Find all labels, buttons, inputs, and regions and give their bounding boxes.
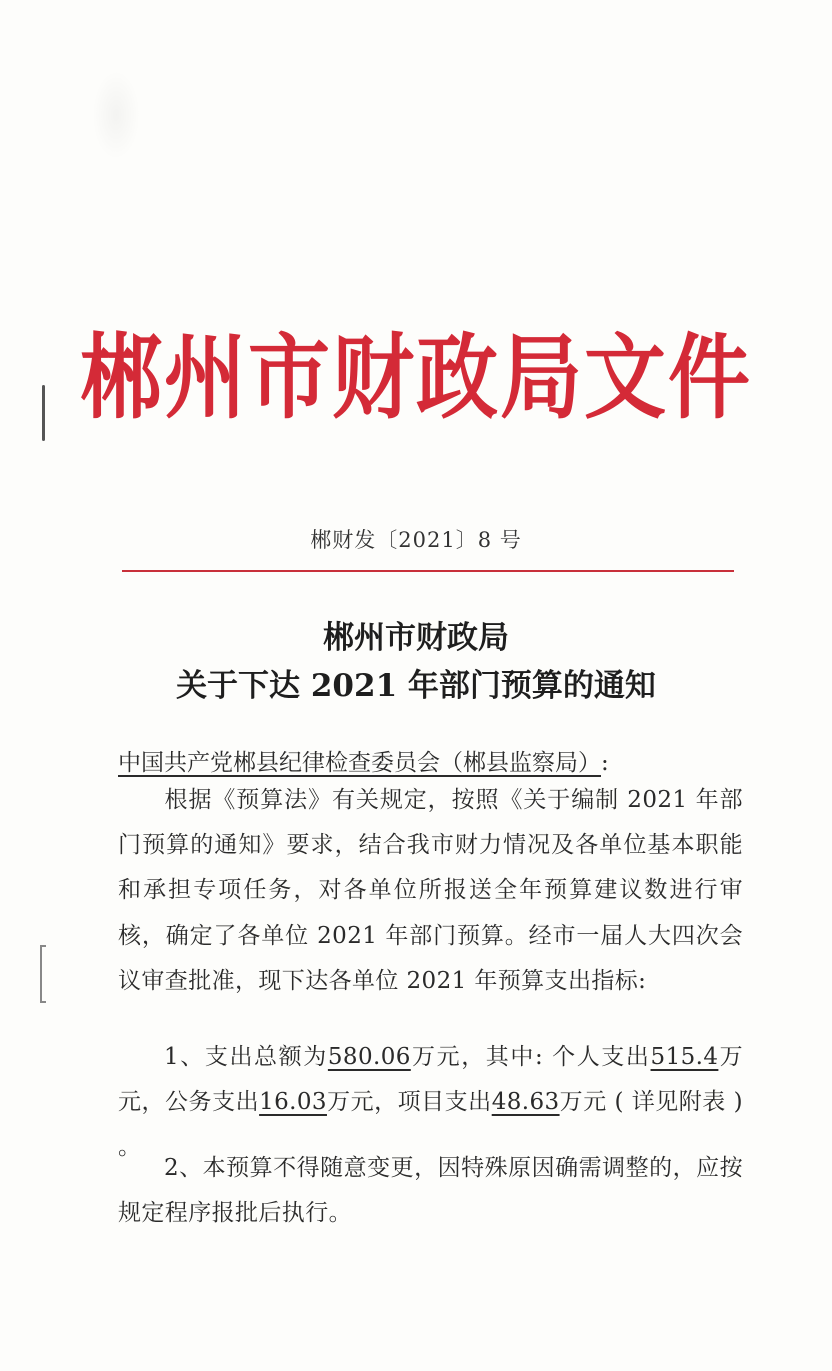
bracket-mark [40, 945, 42, 1003]
expenditure-text-2: 万元，其中: 个人支出 [410, 1044, 651, 1070]
agency-masthead: 郴州市财政局文件 [79, 324, 752, 432]
official-amount: 16.03 [259, 1089, 327, 1116]
expenditure-text-3: 万元，公务支出 [118, 1044, 743, 1116]
addressee-colon: : [601, 750, 609, 776]
paragraph-adjustment [118, 1146, 743, 1236]
addressee-name: 中国共产党郴县纪律检查委员会（郴县监察局） [118, 750, 601, 776]
personal-amount: 515.4 [650, 1044, 719, 1070]
project-amount: 48.63 [491, 1089, 560, 1116]
expenditure-text-5: 万元 ( 详见附表 ) 。 [118, 1089, 744, 1161]
expenditure-text-4: 万元，项目支出 [326, 1089, 492, 1116]
paragraph-basis [118, 778, 743, 1004]
paragraph-adjustment-text: 2、本预算不得随意变更，因特殊原因确需调整的，应按规定程序报批后执行。 [118, 1155, 743, 1227]
paragraph-basis-text: 根据《预算法》有关规定，按照《关于编制 2021 年部门预算的通知》要求，结合我市财力情况及各单位基本职能和承担专项任务，对各单位所报送全年预算建议数进行审核，确定了各单位 2021 年部门预算。经市一届人大四次会议审查批准，现下达各单位 2021 年预算支出指标: [118, 787, 743, 994]
scan-ghost-mark [92, 70, 140, 160]
red-divider-line [122, 570, 734, 572]
total-amount: 580.06 [327, 1044, 411, 1070]
notice-title-issuer: 郴州市财政局 [323, 620, 509, 656]
document-number: 郴财发〔2021〕8 号 [310, 528, 522, 552]
addressee [118, 744, 609, 777]
notice-title-subject: 关于下达 2021 年部门预算的通知 [176, 668, 656, 704]
expenditure-text-1: 1、支出总额为 [164, 1044, 328, 1070]
